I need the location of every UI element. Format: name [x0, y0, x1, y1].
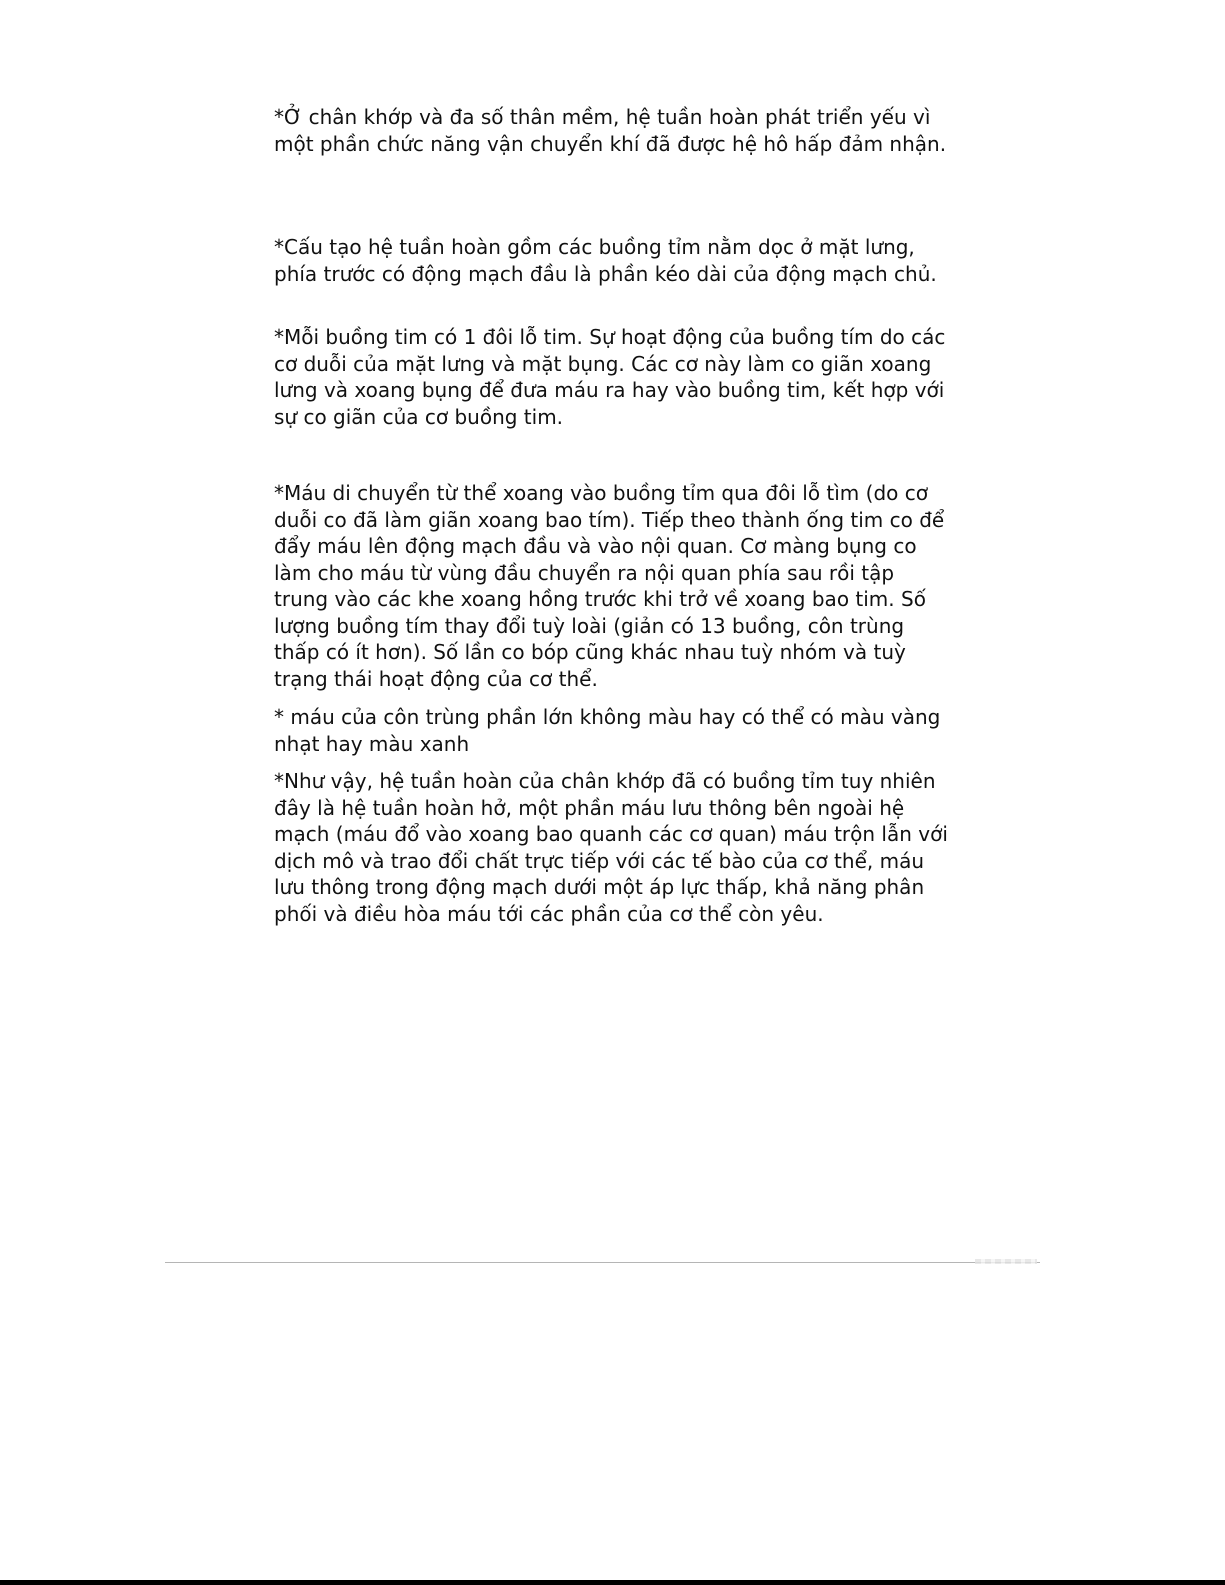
paragraph-heart-chamber-activity: *Mỗi buồng tim có 1 đôi lỗ tim. Sự hoạt động của buồng tím do các cơ duỗi của mặt lưng và mặt bụng. Các cơ này làm co giãn xoang lưng và xoang bụng để đưa máu ra hay vào buồng tim, kết hợp với sự co giãn của cơ buồng tim.	[274, 325, 946, 429]
paragraph-circulatory-structure: *Cấu tạo hệ tuần hoàn gồm các buồng tỉm nằm dọc ở mặt lưng, phía trước có động mạch đầu là phần kéo dài của động mạch chủ.	[274, 235, 937, 286]
footer-divider	[165, 1262, 1040, 1263]
paragraph-open-circulation-summary: *Như vậy, hệ tuần hoàn của chân khớp đã có buồng tỉm tuy nhiên đây là hệ tuần hoàn hở, một phần máu lưu thông bên ngoài hệ mạch (máu đổ vào xoang bao quanh các cơ quan) máu trộn lẫn với dịch mô và trao đổi chất trực tiếp với các tế bào của cơ thể, máu lưu thông trong động mạch dưới một áp lực thấp, khả năng phân phối và điều hòa máu tới các phần của cơ thể còn yêu.	[274, 769, 948, 926]
page-bottom-border	[0, 1580, 1225, 1585]
footer-faint-mark	[975, 1259, 1037, 1264]
paragraph-arthropod-circulation-intro: *Ở chân khớp và đa số thân mềm, hệ tuần hoàn phát triển yếu vì một phần chức năng vận chuyển khí đã được hệ hô hấp đảm nhận.	[274, 105, 947, 156]
paragraph-insect-blood-color: * máu của côn trùng phần lớn không màu hay có thể có màu vàng nhạt hay màu xanh	[274, 705, 941, 756]
paragraph-blood-movement: *Máu di chuyển từ thể xoang vào buồng tỉm qua đôi lỗ tìm (do cơ duỗi co đã làm giãn xoang bao tím). Tiếp theo thành ống tim co để đẩy máu lên động mạch đầu và vào nội quan. Cơ màng bụng co làm cho máu từ vùng đầu chuyển ra nội quan phía sau rồi tập trung vào các khe xoang hồng trước khi trở về xoang bao tim. Số lượng buồng tím thay đổi tuỳ loài (giản có 13 buồng, côn trùng thấp có ít hơn). Số lần co bóp cũng khác nhau tuỳ nhóm và tuỳ trạng thái hoạt động của cơ thể.	[274, 481, 945, 691]
